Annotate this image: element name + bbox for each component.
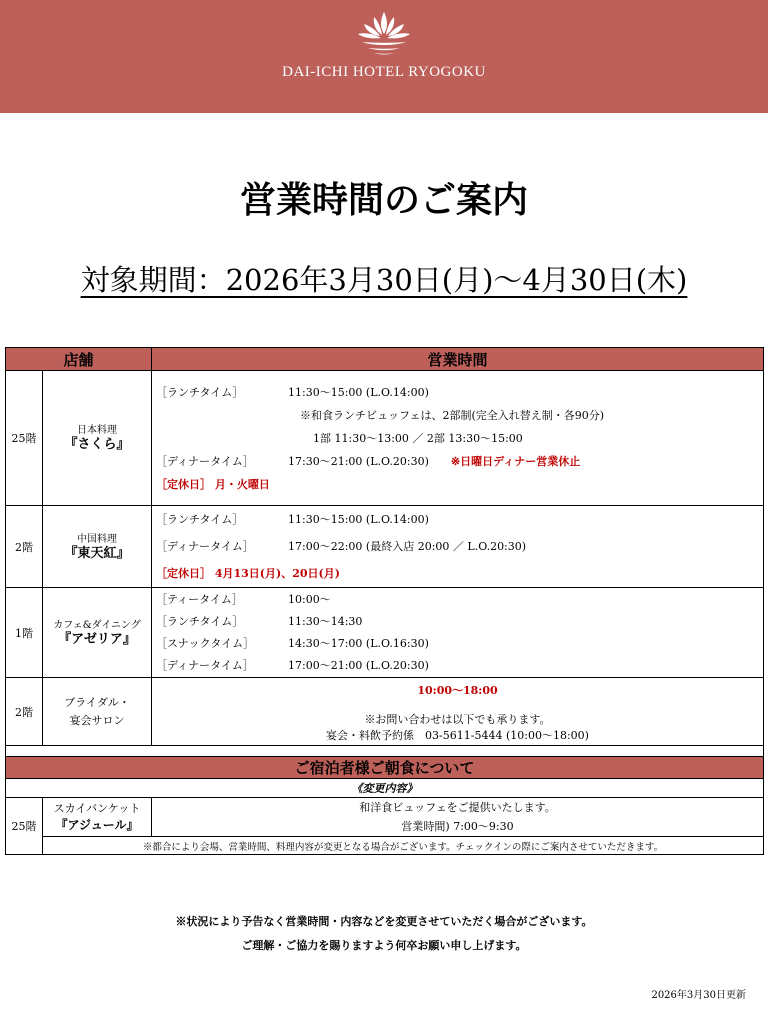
salon-name-line1: ブライダル・ xyxy=(64,695,130,709)
tea-hours: 10:00～ xyxy=(288,592,331,606)
hours-details xyxy=(152,506,764,588)
restaurant-name xyxy=(43,506,152,588)
table-row xyxy=(6,506,764,588)
table-row xyxy=(6,837,764,855)
tea-label: ［ティータイム］ xyxy=(156,592,243,606)
inquiry-note: ※お問い合わせは以下でも承ります。 xyxy=(364,712,551,726)
restaurant-category: 日本料理 xyxy=(77,425,117,436)
change-label: 《変更内容》 xyxy=(6,779,764,798)
lunch-label: ［ランチタイム］ xyxy=(156,513,244,526)
breakfast-header: ご宿泊者様ご朝食について xyxy=(6,757,764,779)
closed-days: ［定休日］ 月・火曜日 xyxy=(156,477,270,491)
store-column-header: 店舗 xyxy=(6,348,152,371)
salon-hours: 10:00～18:00 xyxy=(417,683,498,697)
footer-notice-line2: ご理解・ご協力を賜りますよう何卒お願い申し上げます。 xyxy=(241,939,527,952)
floor-label: 1階 xyxy=(6,588,43,678)
closed-days: ［定休日］ 4月13日(月)、20日(月) xyxy=(156,567,340,580)
floor-label: 25階 xyxy=(6,371,43,506)
change-label-row xyxy=(6,779,764,798)
dinner-hours: 17:00～21:00 (L.O.20:30) xyxy=(288,658,429,672)
footer-notice-line1: ※状況により予告なく営業時間・内容などを変更させていただく場合がございます。 xyxy=(175,915,593,928)
updated-date: 2026年3月30日更新 xyxy=(651,990,746,1001)
table-row xyxy=(6,371,764,506)
table-row xyxy=(6,678,764,746)
snack-label: ［スナックタイム］ xyxy=(156,636,255,650)
lunch-label: ［ランチタイム］ xyxy=(156,614,244,628)
buffet-sessions: 1部 11:30～13:00 ／ 2部 13:30～15:00 xyxy=(313,431,523,445)
table-row xyxy=(6,798,764,837)
banquet-name-line1: スカイバンケット xyxy=(53,801,141,815)
header-banner xyxy=(0,0,768,113)
breakfast-hours: 営業時間) 7:00～9:30 xyxy=(401,820,514,833)
salon-name-line2: 宴会サロン xyxy=(69,713,125,727)
target-period-text: 対象期間：2026年3月30日(月)～4月30日(木) xyxy=(80,263,688,297)
restaurant-category: カフェ&ダイニング xyxy=(53,619,141,631)
dinner-label: ［ディナータイム］ xyxy=(156,454,254,468)
restaurant-category: 中国料理 xyxy=(77,533,117,545)
table-header-row xyxy=(6,348,764,371)
sunday-closed-note: ※日曜日ディナー営業休止 xyxy=(450,454,581,468)
footer-notice xyxy=(0,910,768,958)
restaurant-title: 『アゼリア』 xyxy=(58,631,136,647)
dinner-label: ［ディナータイム］ xyxy=(156,540,254,553)
page-title: 営業時間のご案内 xyxy=(239,179,528,221)
snack-hours: 14:30～17:00 (L.O.16:30) xyxy=(288,636,429,650)
hours-column-header: 営業時間 xyxy=(152,348,764,371)
reservation-contact: 宴会・料飲予約係 03-5611-5444 (10:00～18:00) xyxy=(326,728,589,742)
restaurant-title: 『さくら』 xyxy=(64,437,130,452)
table-spacer xyxy=(6,746,764,757)
breakfast-header-row xyxy=(6,757,764,779)
breakfast-description: 和洋食ビュッフェをご提供いたします。 xyxy=(359,801,556,814)
dinner-hours: 17:00～22:00 (最終入店 20:00 ／ L.O.20:30) xyxy=(288,540,527,553)
banquet-title: 『アジュール』 xyxy=(55,817,139,832)
hours-details xyxy=(152,371,764,506)
lunch-hours: 11:30～15:00 (L.O.14:00) xyxy=(288,513,429,526)
dinner-hours: 17:30～21:00 (L.O.20:30) xyxy=(288,454,429,468)
hotel-brand-name: DAI-ICHI HOTEL RYOGOKU xyxy=(282,64,486,80)
business-hours-table xyxy=(5,347,764,855)
hours-details xyxy=(152,678,764,746)
lotus-logo-icon xyxy=(354,10,414,56)
dinner-label: ［ディナータイム］ xyxy=(156,658,254,672)
floor-label: 25階 xyxy=(6,798,43,855)
breakfast-details xyxy=(152,798,764,837)
restaurant-name xyxy=(43,588,152,678)
restaurant-name xyxy=(43,798,152,837)
floor-label: 2階 xyxy=(6,506,43,588)
restaurant-name xyxy=(43,678,152,746)
restaurant-name xyxy=(43,371,152,506)
restaurant-title: 『東天紅』 xyxy=(64,545,130,561)
target-period xyxy=(0,258,768,299)
table-row xyxy=(6,588,764,678)
lunch-hours: 11:30～15:00 (L.O.14:00) xyxy=(288,385,429,399)
hours-details xyxy=(152,588,764,678)
lunch-label: ［ランチタイム］ xyxy=(156,385,244,399)
floor-label: 2階 xyxy=(6,678,43,746)
buffet-note: ※和食ランチビュッフェは、2部制(完全入れ替え制・各90分) xyxy=(300,408,605,422)
breakfast-note: ※都合により会場、営業時間、料理内容が変更となる場合がございます。チェックインの際にご案内させていただきます。 xyxy=(43,837,764,855)
lunch-hours: 11:30～14:30 xyxy=(288,614,363,628)
